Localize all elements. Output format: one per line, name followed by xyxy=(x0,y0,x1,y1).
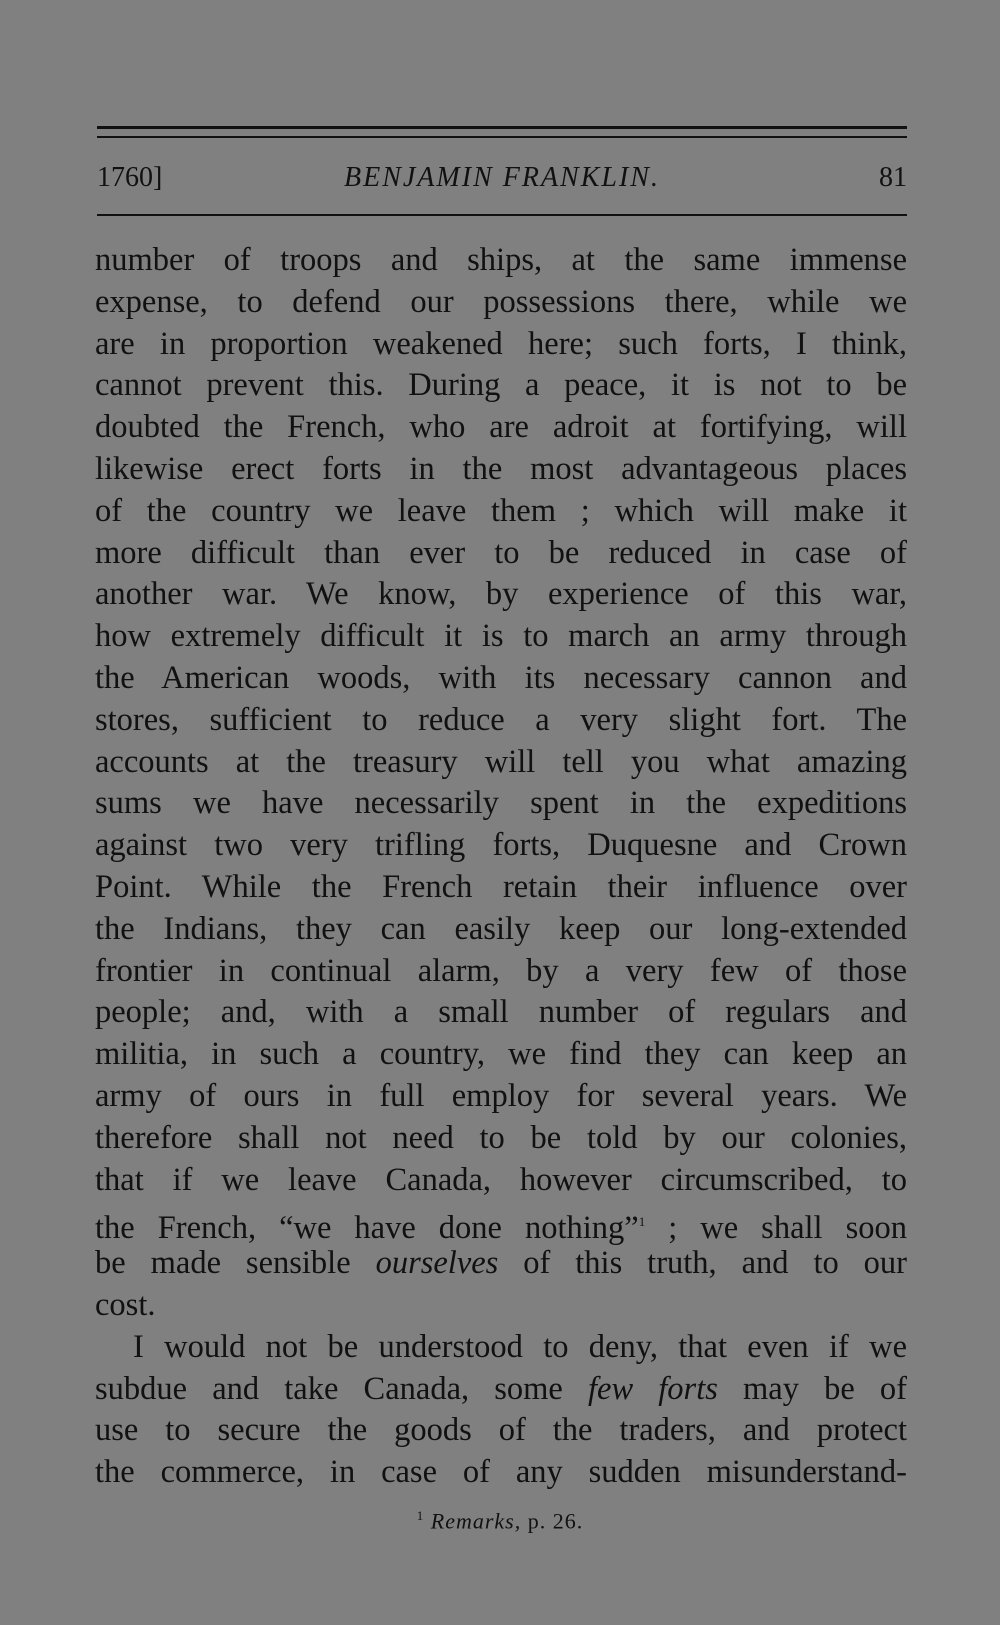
footnote-page: p. 26. xyxy=(527,1508,584,1534)
header-rule xyxy=(97,214,907,216)
running-header xyxy=(97,156,907,196)
footnote-source: Remarks, xyxy=(430,1508,522,1534)
footnote xyxy=(0,1508,1000,1534)
text-line: the American woods, with its necessary cannon and xyxy=(95,659,907,696)
page-number: 81 xyxy=(879,162,907,193)
italic-text: few forts xyxy=(588,1370,718,1407)
text-segment: be made sensible xyxy=(95,1245,351,1282)
footnote-marker: 1 xyxy=(416,1508,425,1523)
text-line: sums we have necessarily spent in the expeditions xyxy=(95,785,907,822)
text-line: cannot prevent this. During a peace, it is not to be xyxy=(95,367,907,404)
text-segment: may be of xyxy=(743,1370,907,1407)
text-line: the commerce, in case of any sudden misunderstand- xyxy=(95,1454,907,1491)
page-body xyxy=(95,240,907,1494)
text-line: stores, sufficient to reduce a very slight fort. The xyxy=(95,701,907,738)
text-line: therefore shall not need to be told by our colonies, xyxy=(95,1119,907,1156)
text-line: expense, to defend our possessions there, while we xyxy=(95,283,907,320)
header-year: 1760] xyxy=(97,162,163,193)
text-line: frontier in continual alarm, by a very few of those xyxy=(95,952,907,989)
text-line: against two very trifling forts, Duquesne and Crown xyxy=(95,827,907,864)
text-line: Point. While the French retain their influence over xyxy=(95,868,907,905)
text-line: cost. xyxy=(95,1286,156,1323)
text-line: doubted the French, who are adroit at fortifying, will xyxy=(95,409,907,446)
text-line: accounts at the treasury will tell you what amazing xyxy=(95,743,907,780)
text-line: army of ours in full employ for several years. We xyxy=(95,1077,907,1114)
text-segment: ; we shall soon xyxy=(668,1210,907,1247)
text-line: militia, in such a country, we find they can keep an xyxy=(95,1036,907,1073)
text-line xyxy=(95,1201,907,1247)
text-line: another war. We know, by experience of this war, xyxy=(95,576,907,613)
text-line: of the country we leave them ; which will make it xyxy=(95,492,907,529)
footnote-reference: 1 xyxy=(638,1214,646,1230)
italic-text: ourselves xyxy=(375,1245,499,1282)
paragraph-first-line: I would not be understood to deny, that even if we xyxy=(133,1328,907,1365)
text-line: use to secure the goods of the traders, and protect xyxy=(95,1412,907,1449)
text-line xyxy=(95,1369,907,1411)
text-line xyxy=(95,1243,907,1285)
text-line: number of troops and ships, at the same immense xyxy=(95,242,907,278)
text-line: people; and, with a small number of regulars and xyxy=(95,994,907,1031)
top-rule-thick xyxy=(97,126,907,129)
text-line: how extremely difficult it is to march an army through xyxy=(95,618,907,655)
text-line: likewise erect forts in the most advantageous places xyxy=(95,450,907,487)
header-title: BENJAMIN FRANKLIN. xyxy=(344,162,660,193)
text-segment: the French, “we have done nothing” xyxy=(95,1210,639,1247)
top-rule-thin xyxy=(97,136,907,138)
text-line: the Indians, they can easily keep our long-extended xyxy=(95,910,907,947)
text-line: that if we leave Canada, however circumscribed, to xyxy=(95,1161,907,1198)
text-segment: of this truth, and to our xyxy=(523,1245,907,1282)
text-line: are in proportion weakened here; such forts, I think, xyxy=(95,325,907,362)
text-line: more difficult than ever to be reduced in case of xyxy=(95,534,907,571)
text-segment: subdue and take Canada, some xyxy=(95,1370,563,1407)
